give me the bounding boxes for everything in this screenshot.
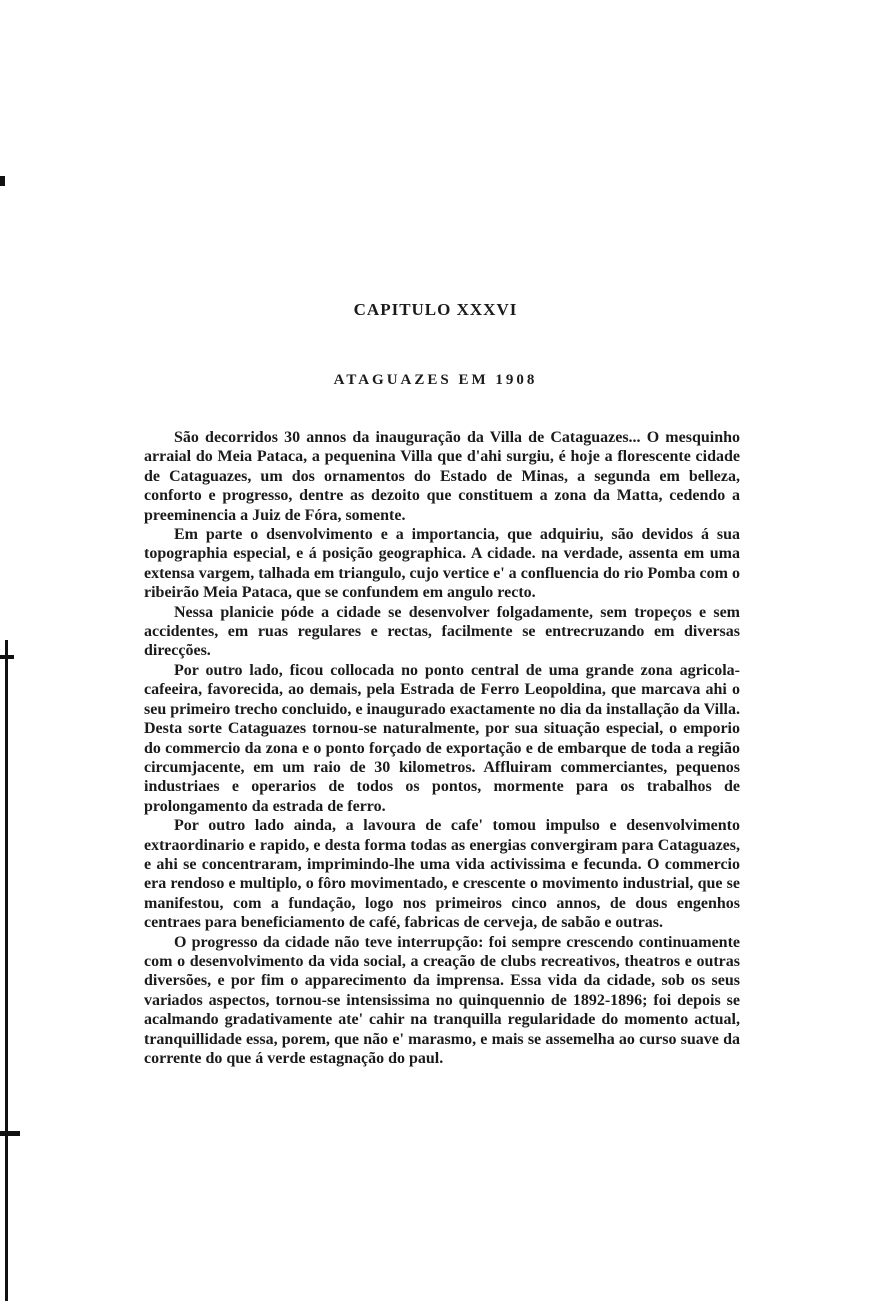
scan-margin-line: [5, 640, 8, 1301]
chapter-title: CAPITULO XXXVI: [353, 300, 518, 319]
scan-margin-tick: [0, 1131, 20, 1136]
paragraph: Nessa planicie póde a cidade se desenvolver folgadamente, sem tropeços e sem accidentes, em ruas regulares e rectas, facilmente se entrecruzando em diversas direcções.: [144, 603, 740, 660]
paragraph: Por outro lado, ficou collocada no ponto central de uma grande zona agricola-cafeeira, favorecida, ao demais, pela Estrada de Ferro Leopoldina, que marcava ahi o seu primeiro trecho concluido, e inaugurado exactamente no dia da installação da Villa. Desta sorte Cataguazes tornou-se naturalmente, por sua situação especial, o emporio do commercio da zona e o ponto forçado de exportação e de embarque de toda a região circumjacente, em um raio de 30 kilometros. Affluiram commerciantes, pequenos industriaes e operarios de todos os pontos, mormente para os trabalhos de prolongamento da estrada de ferro.: [144, 661, 740, 815]
paragraph: Em parte o dsenvolvimento e a importancia, que adquiriu, são devidos á sua topographia especial, e á posição geographica. A cidade. na verdade, assenta em uma extensa vargem, talhada em triangulo, cujo vertice e' a confluencia do rio Pomba com o ribeirão Meia Pataca, que se confundem em angulo recto.: [144, 526, 740, 602]
scan-margin-mark: [0, 176, 5, 186]
chapter-body: [144, 428, 740, 1068]
paragraph: São decorridos 30 annos da inauguração da Villa de Cataguazes... O mesquinho arraial do Meia Pataca, a pequenina Villa que d'ahi surgiu, é hoje a florescente cidade de Cataguazes, um dos ornamentos do Estado de Minas, a segunda em belleza, conforto e progresso, dentre as dezoito que constituem a zona da Matta, cedendo a preeminencia a Juiz de Fóra, somente.: [144, 429, 740, 524]
paragraph: Por outro lado ainda, a lavoura de cafe' tomou impulso e desenvolvimento extraordinario e rapido, e desta forma todas as energias convergiram para Cataguazes, e ahi se concentraram, imprimindo-lhe uma vida activissima e fecunda. O commercio era rendoso e multiplo, o fôro movimentado, e crescente o movimento industrial, que se manifestou, com a fundação, logo nos primeiros cinco annos, de dous engenhos centraes para beneficiamento de café, fabricas de cerveja, de sabão e outras.: [144, 817, 740, 932]
scan-margin-tick: [0, 655, 14, 659]
section-title: ATAGUAZES EM 1908: [333, 372, 538, 388]
paragraph: O progresso da cidade não teve interrupção: foi sempre crescendo continuamente com o desenvolvimento da vida social, a creação de clubs recreativos, theatros e outras diversões, e por fim o apparecimento da imprensa. Essa vida da cidade, sob os seus variados aspectos, tornou-se intensissima no quinquennio de 1892-1896; foi depois se acalmando gradativamente ate' cahir na tranquilla regularidade do momento actual, tranquillidade essa, porem, que não e' marasmo, e mais se assemelha ao curso suave da corrente do que á verde estagnação do paul.: [144, 933, 740, 1067]
